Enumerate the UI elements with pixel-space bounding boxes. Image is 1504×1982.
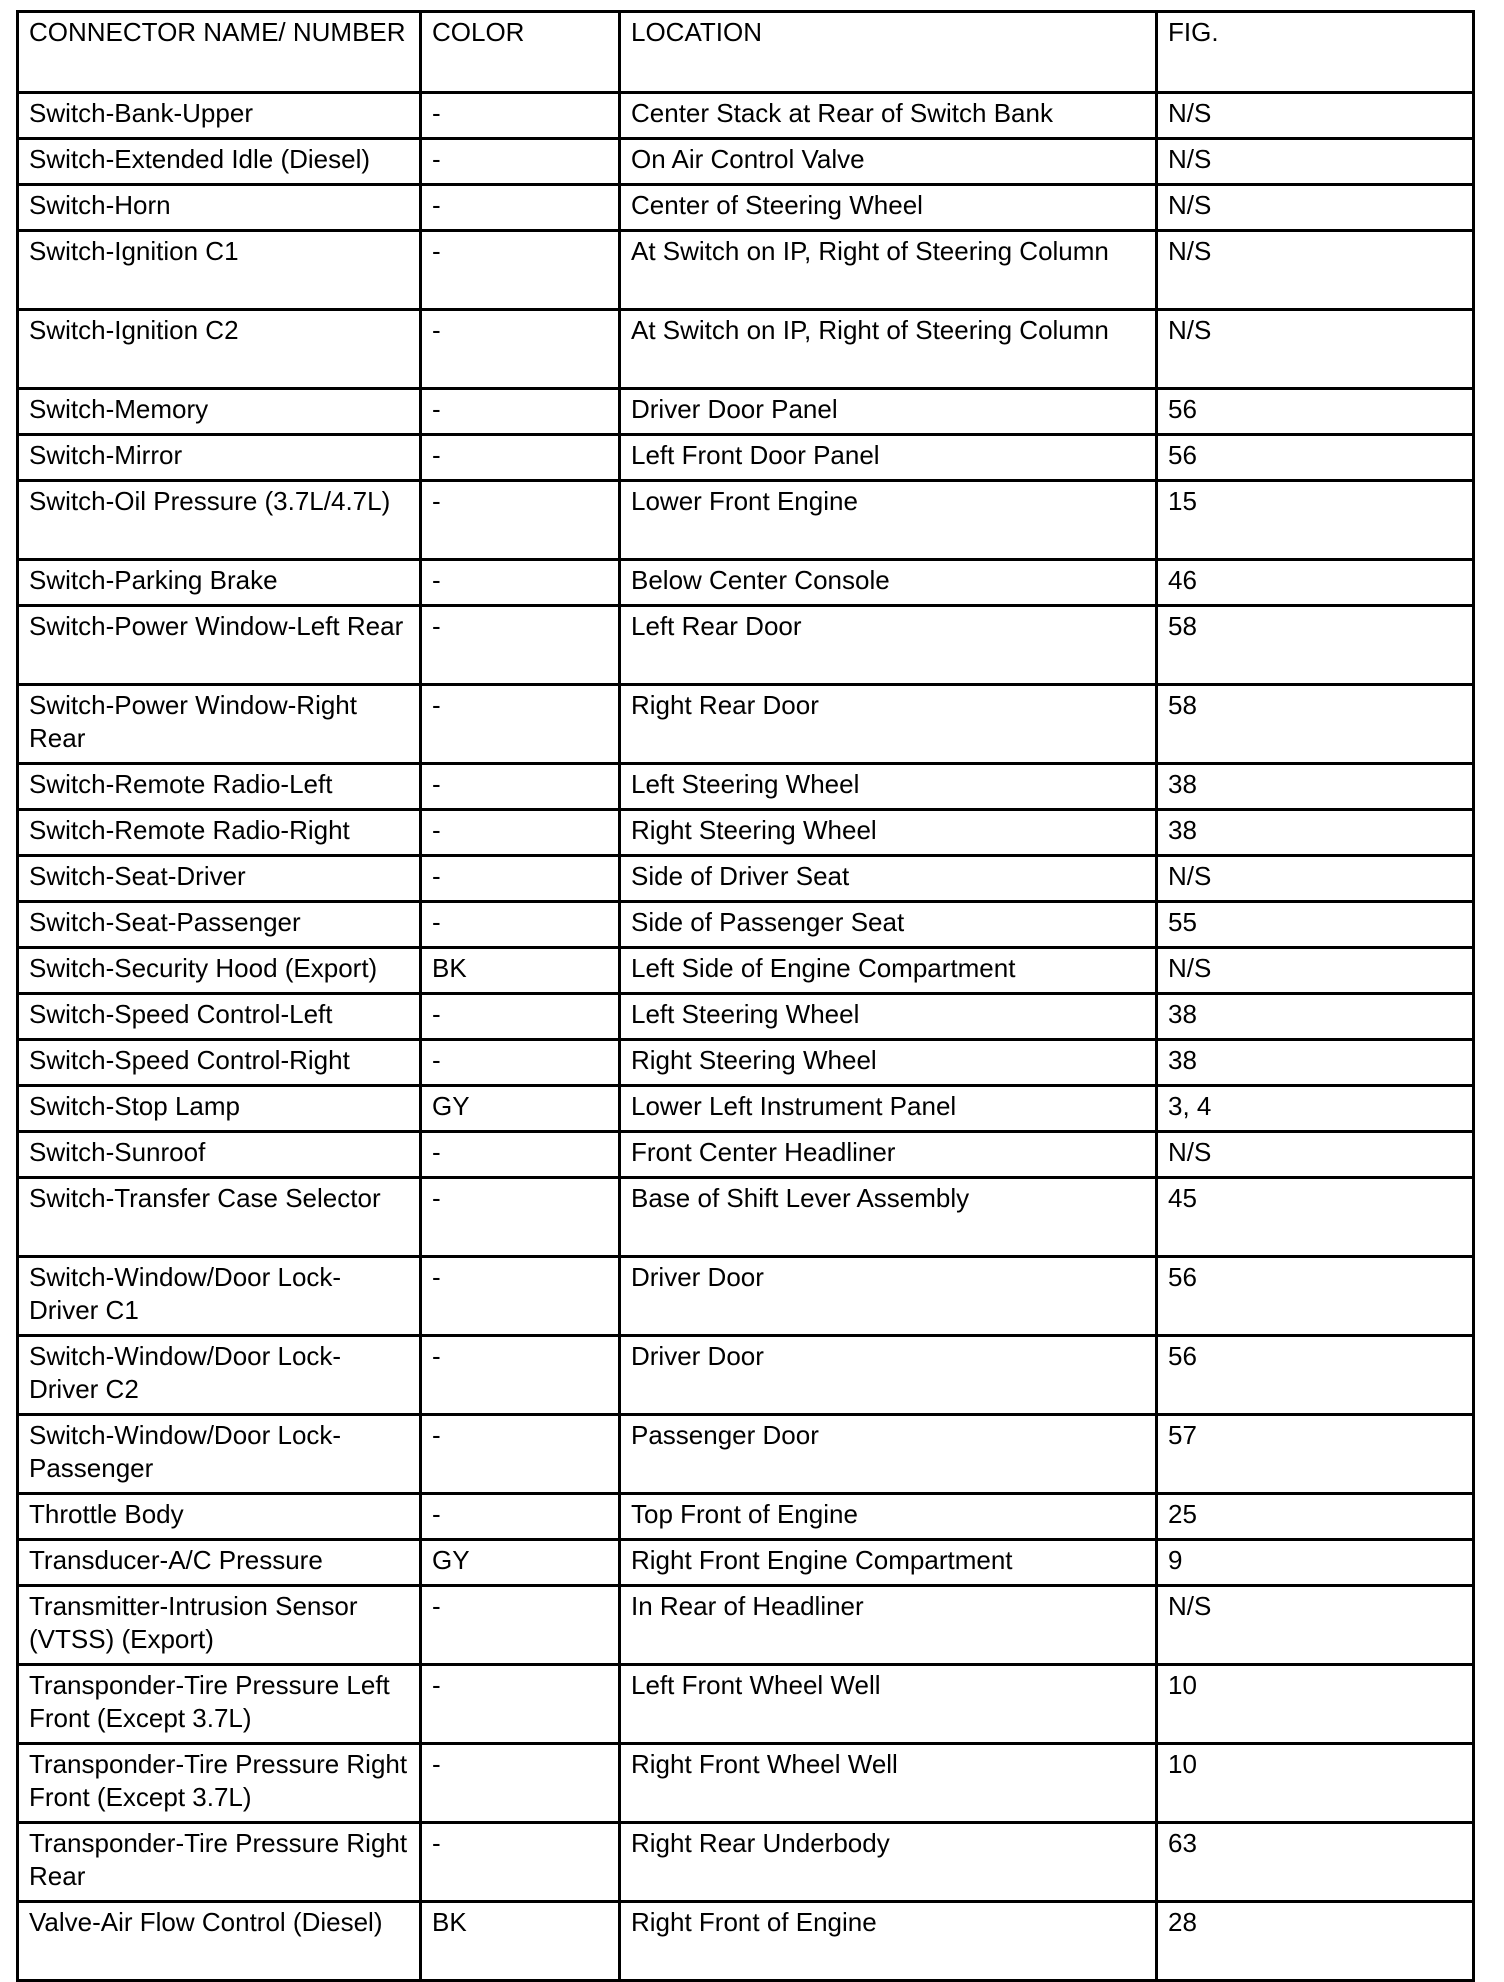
cell-color: - xyxy=(421,93,620,139)
connector-table-container xyxy=(16,10,1472,1982)
cell-location: Right Rear Door xyxy=(620,685,1157,764)
cell-connector-name: Switch-Window/Door Lock-Passenger xyxy=(18,1415,421,1494)
cell-connector-name: Transponder-Tire Pressure Right Front (Except 3.7L) xyxy=(18,1744,421,1823)
cell-fig: 9 xyxy=(1157,1540,1474,1586)
cell-color: - xyxy=(421,481,620,560)
cell-location: Driver Door xyxy=(620,1257,1157,1336)
cell-color: GY xyxy=(421,1540,620,1586)
cell-location: On Air Control Valve xyxy=(620,139,1157,185)
cell-color: BK xyxy=(421,948,620,994)
cell-color: - xyxy=(421,902,620,948)
cell-location: Lower Front Engine xyxy=(620,481,1157,560)
table-row xyxy=(18,810,1474,856)
cell-fig: 56 xyxy=(1157,1336,1474,1415)
table-row xyxy=(18,902,1474,948)
cell-location: Left Side of Engine Compartment xyxy=(620,948,1157,994)
cell-color: - xyxy=(421,1132,620,1178)
table-row xyxy=(18,1540,1474,1586)
cell-color: GY xyxy=(421,1086,620,1132)
table-row xyxy=(18,1178,1474,1257)
table-row xyxy=(18,606,1474,685)
header-connector-name: CONNECTOR NAME/ NUMBER xyxy=(18,12,421,93)
header-location: LOCATION xyxy=(620,12,1157,93)
table-row xyxy=(18,1665,1474,1744)
cell-fig: N/S xyxy=(1157,856,1474,902)
cell-fig: 56 xyxy=(1157,389,1474,435)
cell-color: - xyxy=(421,1415,620,1494)
cell-location: Center of Steering Wheel xyxy=(620,185,1157,231)
cell-connector-name: Switch-Memory xyxy=(18,389,421,435)
cell-location: Right Rear Underbody xyxy=(620,1823,1157,1902)
cell-connector-name: Switch-Oil Pressure (3.7L/4.7L) xyxy=(18,481,421,560)
table-row xyxy=(18,139,1474,185)
cell-fig: 58 xyxy=(1157,685,1474,764)
cell-connector-name: Switch-Stop Lamp xyxy=(18,1086,421,1132)
table-row xyxy=(18,764,1474,810)
cell-connector-name: Switch-Seat-Passenger xyxy=(18,902,421,948)
cell-connector-name: Switch-Window/Door Lock-Driver C2 xyxy=(18,1336,421,1415)
cell-connector-name: Switch-Mirror xyxy=(18,435,421,481)
connector-table xyxy=(16,10,1475,1982)
cell-connector-name: Switch-Speed Control-Left xyxy=(18,994,421,1040)
cell-fig: 46 xyxy=(1157,560,1474,606)
table-row xyxy=(18,1494,1474,1540)
cell-connector-name: Switch-Transfer Case Selector xyxy=(18,1178,421,1257)
cell-color: - xyxy=(421,139,620,185)
table-row xyxy=(18,1336,1474,1415)
cell-fig: 10 xyxy=(1157,1665,1474,1744)
cell-fig: N/S xyxy=(1157,1586,1474,1665)
table-header-row xyxy=(18,12,1474,93)
cell-color: - xyxy=(421,435,620,481)
cell-color: - xyxy=(421,764,620,810)
cell-fig: 38 xyxy=(1157,764,1474,810)
cell-fig: 55 xyxy=(1157,902,1474,948)
cell-location: Left Front Door Panel xyxy=(620,435,1157,481)
cell-connector-name: Switch-Ignition C1 xyxy=(18,231,421,310)
cell-fig: 57 xyxy=(1157,1415,1474,1494)
cell-location: Base of Shift Lever Assembly xyxy=(620,1178,1157,1257)
cell-fig: N/S xyxy=(1157,1132,1474,1178)
cell-fig: 45 xyxy=(1157,1178,1474,1257)
cell-color: - xyxy=(421,1823,620,1902)
cell-fig: 38 xyxy=(1157,810,1474,856)
cell-connector-name: Switch-Sunroof xyxy=(18,1132,421,1178)
cell-location: Driver Door xyxy=(620,1336,1157,1415)
cell-connector-name: Transmitter-Intrusion Sensor (VTSS) (Export) xyxy=(18,1586,421,1665)
cell-color: - xyxy=(421,185,620,231)
table-row xyxy=(18,93,1474,139)
cell-connector-name: Switch-Bank-Upper xyxy=(18,93,421,139)
cell-connector-name: Valve-Air Flow Control (Diesel) xyxy=(18,1902,421,1981)
table-row xyxy=(18,435,1474,481)
cell-color: - xyxy=(421,1336,620,1415)
cell-color: - xyxy=(421,1665,620,1744)
table-body xyxy=(18,93,1474,1981)
cell-color: - xyxy=(421,856,620,902)
cell-fig: N/S xyxy=(1157,310,1474,389)
cell-fig: N/S xyxy=(1157,185,1474,231)
cell-location: Left Front Wheel Well xyxy=(620,1665,1157,1744)
cell-color: - xyxy=(421,1257,620,1336)
cell-connector-name: Switch-Extended Idle (Diesel) xyxy=(18,139,421,185)
cell-color: BK xyxy=(421,1902,620,1981)
cell-location: Front Center Headliner xyxy=(620,1132,1157,1178)
table-row xyxy=(18,948,1474,994)
cell-location: Right Front Engine Compartment xyxy=(620,1540,1157,1586)
cell-color: - xyxy=(421,560,620,606)
cell-fig: N/S xyxy=(1157,231,1474,310)
cell-location: Below Center Console xyxy=(620,560,1157,606)
cell-connector-name: Switch-Power Window-Right Rear xyxy=(18,685,421,764)
cell-connector-name: Switch-Remote Radio-Left xyxy=(18,764,421,810)
header-color: COLOR xyxy=(421,12,620,93)
cell-fig: 63 xyxy=(1157,1823,1474,1902)
cell-color: - xyxy=(421,310,620,389)
table-row xyxy=(18,1257,1474,1336)
cell-location: Right Front Wheel Well xyxy=(620,1744,1157,1823)
table-row xyxy=(18,231,1474,310)
cell-location: At Switch on IP, Right of Steering Column xyxy=(620,231,1157,310)
cell-color: - xyxy=(421,685,620,764)
cell-connector-name: Transponder-Tire Pressure Left Front (Except 3.7L) xyxy=(18,1665,421,1744)
table-row xyxy=(18,481,1474,560)
cell-connector-name: Throttle Body xyxy=(18,1494,421,1540)
cell-connector-name: Switch-Power Window-Left Rear xyxy=(18,606,421,685)
cell-fig: 28 xyxy=(1157,1902,1474,1981)
cell-location: Right Steering Wheel xyxy=(620,1040,1157,1086)
table-row xyxy=(18,1823,1474,1902)
cell-color: - xyxy=(421,1178,620,1257)
cell-color: - xyxy=(421,810,620,856)
cell-location: Left Steering Wheel xyxy=(620,994,1157,1040)
cell-color: - xyxy=(421,1494,620,1540)
cell-fig: 3, 4 xyxy=(1157,1086,1474,1132)
cell-fig: 58 xyxy=(1157,606,1474,685)
cell-connector-name: Switch-Window/Door Lock-Driver C1 xyxy=(18,1257,421,1336)
cell-fig: 38 xyxy=(1157,994,1474,1040)
table-row xyxy=(18,1744,1474,1823)
cell-fig: N/S xyxy=(1157,139,1474,185)
cell-location: Lower Left Instrument Panel xyxy=(620,1086,1157,1132)
cell-connector-name: Transponder-Tire Pressure Right Rear xyxy=(18,1823,421,1902)
table-row xyxy=(18,1586,1474,1665)
table-row xyxy=(18,389,1474,435)
table-row xyxy=(18,310,1474,389)
cell-color: - xyxy=(421,231,620,310)
table-row xyxy=(18,1415,1474,1494)
cell-fig: N/S xyxy=(1157,93,1474,139)
cell-location: Top Front of Engine xyxy=(620,1494,1157,1540)
cell-connector-name: Switch-Security Hood (Export) xyxy=(18,948,421,994)
cell-fig: 56 xyxy=(1157,1257,1474,1336)
cell-color: - xyxy=(421,1586,620,1665)
cell-connector-name: Switch-Seat-Driver xyxy=(18,856,421,902)
cell-location: Left Rear Door xyxy=(620,606,1157,685)
cell-location: Side of Driver Seat xyxy=(620,856,1157,902)
table-row xyxy=(18,994,1474,1040)
table-row xyxy=(18,1086,1474,1132)
table-row xyxy=(18,185,1474,231)
table-row xyxy=(18,1902,1474,1981)
header-fig: FIG. xyxy=(1157,12,1474,93)
table-row xyxy=(18,1040,1474,1086)
table-row xyxy=(18,856,1474,902)
cell-fig: 10 xyxy=(1157,1744,1474,1823)
cell-fig: 25 xyxy=(1157,1494,1474,1540)
cell-location: Driver Door Panel xyxy=(620,389,1157,435)
cell-location: In Rear of Headliner xyxy=(620,1586,1157,1665)
cell-color: - xyxy=(421,389,620,435)
table-row xyxy=(18,1132,1474,1178)
cell-fig: 15 xyxy=(1157,481,1474,560)
cell-location: Center Stack at Rear of Switch Bank xyxy=(620,93,1157,139)
cell-location: At Switch on IP, Right of Steering Column xyxy=(620,310,1157,389)
cell-connector-name: Transducer-A/C Pressure xyxy=(18,1540,421,1586)
cell-connector-name: Switch-Remote Radio-Right xyxy=(18,810,421,856)
cell-color: - xyxy=(421,1040,620,1086)
table-row xyxy=(18,560,1474,606)
cell-color: - xyxy=(421,606,620,685)
table-row xyxy=(18,685,1474,764)
cell-color: - xyxy=(421,994,620,1040)
cell-connector-name: Switch-Ignition C2 xyxy=(18,310,421,389)
cell-fig: 56 xyxy=(1157,435,1474,481)
cell-location: Left Steering Wheel xyxy=(620,764,1157,810)
cell-fig: N/S xyxy=(1157,948,1474,994)
cell-connector-name: Switch-Horn xyxy=(18,185,421,231)
cell-location: Right Steering Wheel xyxy=(620,810,1157,856)
cell-location: Passenger Door xyxy=(620,1415,1157,1494)
cell-connector-name: Switch-Speed Control-Right xyxy=(18,1040,421,1086)
cell-connector-name: Switch-Parking Brake xyxy=(18,560,421,606)
cell-location: Side of Passenger Seat xyxy=(620,902,1157,948)
cell-location: Right Front of Engine xyxy=(620,1902,1157,1981)
cell-fig: 38 xyxy=(1157,1040,1474,1086)
cell-color: - xyxy=(421,1744,620,1823)
